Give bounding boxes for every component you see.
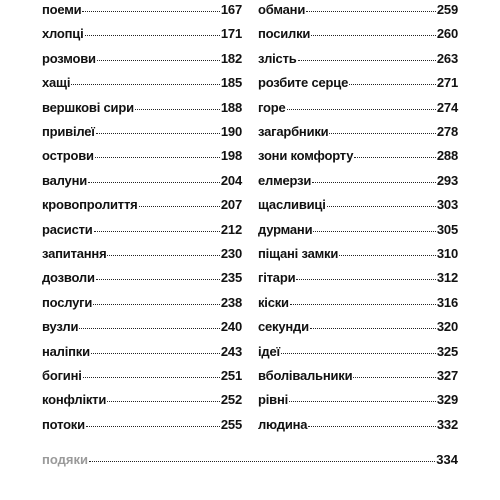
- dot-leader: [107, 255, 219, 256]
- dot-leader: [93, 304, 220, 305]
- toc-entry-page: 198: [220, 148, 242, 164]
- toc-entry-page: 190: [220, 124, 242, 139]
- toc-entry-page: 312: [436, 270, 458, 286]
- toc-entry-title: дурмани: [258, 221, 313, 237]
- toc-entry[interactable]: [258, 26, 458, 42]
- dot-leader: [327, 206, 436, 207]
- toc-entry-title: вболівальники: [258, 368, 353, 383]
- toc-entry-title: запитання: [42, 246, 107, 261]
- toc-entry-page: 185: [220, 75, 242, 91]
- dot-leader: [85, 35, 220, 36]
- toc-entry-page: 310: [436, 246, 458, 261]
- toc-entry-page: 182: [220, 50, 242, 66]
- toc-entry[interactable]: [42, 295, 242, 311]
- dot-leader: [290, 304, 436, 305]
- dot-leader: [308, 426, 436, 427]
- toc-entry[interactable]: [258, 148, 458, 164]
- toc-entry-title: дозволи: [42, 270, 95, 286]
- toc-entry-title: наліпки: [42, 343, 90, 359]
- dot-leader: [94, 231, 220, 232]
- toc-entry[interactable]: [42, 368, 242, 384]
- toc-entry-title: конфлікти: [42, 392, 107, 408]
- toc-entry-page: 263: [436, 50, 458, 66]
- toc-entry[interactable]: [42, 100, 242, 116]
- dot-leader: [287, 109, 436, 110]
- dot-leader: [82, 11, 219, 12]
- toc-entry-title: подяки: [42, 452, 88, 467]
- toc-entry-title: розбите серце: [258, 75, 349, 91]
- toc-entry[interactable]: [42, 124, 242, 140]
- toc-entry-page: 235: [220, 270, 242, 286]
- toc-entry-page: 204: [220, 172, 242, 188]
- toc-entry-page: 255: [220, 416, 242, 432]
- toc-entry[interactable]: [42, 270, 242, 286]
- toc-entry[interactable]: [258, 270, 458, 286]
- dot-leader: [353, 377, 436, 378]
- toc-entry-page: 274: [436, 99, 458, 115]
- dot-leader: [289, 401, 436, 402]
- toc-entry[interactable]: [258, 246, 458, 262]
- toc-entry-title: кіски: [258, 294, 289, 310]
- dot-leader: [107, 401, 220, 402]
- toc-entry-page: 320: [436, 319, 458, 335]
- toc-entry[interactable]: [42, 75, 242, 91]
- toc-entry-title: валуни: [42, 172, 88, 188]
- toc-entry[interactable]: [258, 2, 458, 18]
- dot-leader: [71, 84, 220, 85]
- toc-entry-page: 305: [436, 221, 458, 237]
- dot-leader: [83, 377, 220, 378]
- toc-entry[interactable]: [258, 368, 458, 384]
- toc-entry-title: розмови: [42, 50, 96, 66]
- toc-entry-page: 238: [220, 294, 242, 310]
- dot-leader: [97, 60, 220, 61]
- toc-entry-page: 259: [436, 2, 458, 17]
- toc-entry[interactable]: [258, 197, 458, 213]
- toc-entry[interactable]: [42, 26, 242, 42]
- toc-entry-title: злість: [258, 50, 297, 66]
- toc-entry-title: гітари: [258, 270, 296, 286]
- toc-entry-page: 278: [436, 124, 458, 139]
- toc-entry-page: 171: [220, 26, 242, 42]
- toc-entry-page: 271: [436, 75, 458, 91]
- toc-entry[interactable]: [42, 51, 242, 67]
- toc-entry-title: елмерзи: [258, 172, 312, 188]
- toc-entry[interactable]: [258, 319, 458, 335]
- dot-leader: [91, 353, 220, 354]
- toc-entry-title: рівні: [258, 392, 289, 408]
- toc-entry-title: хащі: [42, 75, 71, 91]
- toc-entry[interactable]: [42, 246, 242, 262]
- dot-leader: [311, 35, 436, 36]
- toc-entry[interactable]: [42, 173, 242, 189]
- toc-entry-title: расисти: [42, 221, 93, 237]
- toc-entry[interactable]: [258, 222, 458, 238]
- toc-entry-title: послуги: [42, 294, 93, 310]
- toc-entry-title: загарбники: [258, 124, 329, 139]
- toc-entry[interactable]: [42, 344, 242, 360]
- dot-leader: [354, 157, 436, 158]
- toc-entry-title: секунди: [258, 319, 309, 335]
- toc-entry[interactable]: [258, 344, 458, 360]
- toc-entry-title: вузли: [42, 319, 79, 335]
- toc-entry[interactable]: [258, 100, 458, 116]
- dot-leader: [96, 279, 220, 280]
- dot-leader: [95, 157, 220, 158]
- toc-entry-title: ідеї: [258, 343, 280, 359]
- dot-leader: [139, 206, 220, 207]
- toc-entry-page: 332: [436, 416, 458, 432]
- toc-entry-title: вершкові сири: [42, 99, 134, 115]
- dot-leader: [310, 328, 436, 329]
- dot-leader: [298, 60, 436, 61]
- dot-leader: [349, 84, 436, 85]
- toc-entry[interactable]: [258, 295, 458, 311]
- toc-entry-page: 212: [220, 221, 242, 237]
- toc-entry[interactable]: [42, 2, 242, 18]
- dot-leader: [135, 109, 220, 110]
- dot-leader: [89, 461, 435, 462]
- toc-entry[interactable]: [258, 417, 458, 433]
- toc-entry-page: 188: [220, 99, 242, 115]
- toc-entry-page: 243: [220, 343, 242, 359]
- dot-leader: [329, 133, 435, 134]
- toc-entry-title: богині: [42, 368, 82, 383]
- dot-leader: [296, 279, 436, 280]
- dot-leader: [88, 182, 220, 183]
- dot-leader: [306, 11, 436, 12]
- dot-leader: [313, 231, 436, 232]
- toc-entry-page: 327: [436, 368, 458, 383]
- toc-entry-page: 334: [436, 452, 458, 467]
- toc-entry-page: 260: [436, 26, 458, 42]
- dot-leader: [96, 133, 220, 134]
- toc-entry[interactable]: [258, 124, 458, 140]
- toc-entry-title: хлопці: [42, 26, 84, 42]
- toc-entry-page: 288: [436, 148, 458, 164]
- dot-leader: [86, 426, 220, 427]
- toc-entry[interactable]: [42, 417, 242, 433]
- toc-entry-page: 167: [220, 2, 242, 17]
- toc-entry-page: 329: [436, 392, 458, 408]
- toc-entry-title: зони комфорту: [258, 148, 354, 164]
- toc-entry-page: 230: [220, 246, 242, 261]
- toc-entry[interactable]: [42, 319, 242, 335]
- dot-leader: [339, 255, 436, 256]
- toc-entry-title: поеми: [42, 2, 82, 17]
- toc-entry[interactable]: [42, 148, 242, 164]
- toc-entry[interactable]: [258, 173, 458, 189]
- toc-entry-page: 252: [220, 392, 242, 408]
- toc-entry-page: 293: [436, 172, 458, 188]
- toc-entry[interactable]: [258, 392, 458, 408]
- toc-entry-title: щасливиці: [258, 197, 326, 213]
- dot-leader: [281, 353, 436, 354]
- toc-entry-title: людина: [258, 416, 308, 432]
- toc-entry-title: піщані замки: [258, 246, 339, 261]
- toc-entry[interactable]: [42, 222, 242, 238]
- toc-entry-title: кровопролиття: [42, 197, 138, 213]
- toc-entry-title: привілеї: [42, 124, 95, 139]
- toc-entry-title: потоки: [42, 416, 85, 432]
- toc-entry-page: 240: [220, 319, 242, 335]
- toc-entry[interactable]: [258, 75, 458, 91]
- toc-entry-page: 316: [436, 294, 458, 310]
- toc-entry-page: 303: [436, 197, 458, 213]
- toc-entry-acknowledgements[interactable]: [42, 452, 458, 468]
- toc-entry-title: горе: [258, 99, 286, 115]
- toc-entry[interactable]: [42, 392, 242, 408]
- toc-entry[interactable]: [258, 51, 458, 67]
- toc-entry-page: 207: [220, 197, 242, 213]
- dot-leader: [79, 328, 220, 329]
- toc-entry-page: 325: [436, 343, 458, 359]
- toc-entry-title: посилки: [258, 26, 311, 42]
- dot-leader: [312, 182, 436, 183]
- toc-entry-title: острови: [42, 148, 94, 164]
- toc-entry-title: обмани: [258, 2, 306, 17]
- toc-entry[interactable]: [42, 197, 242, 213]
- toc-entry-page: 251: [220, 368, 242, 383]
